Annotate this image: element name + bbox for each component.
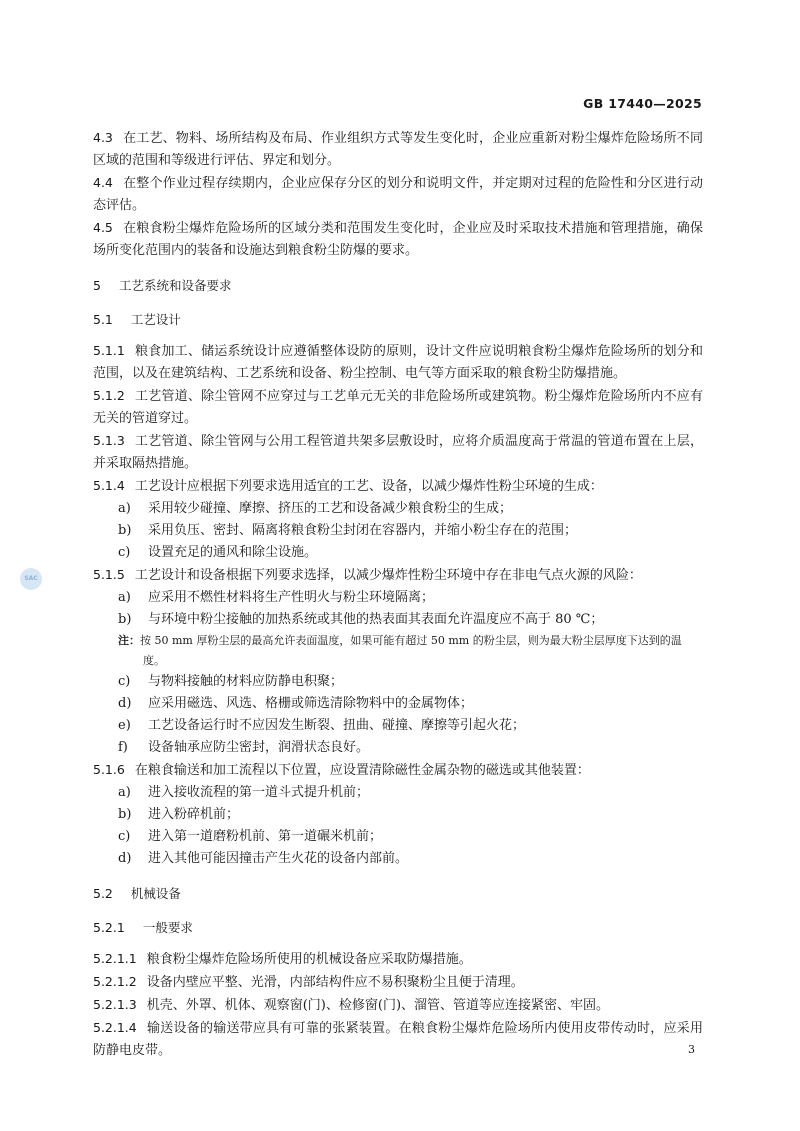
clause-number: 5.2.1.3 bbox=[93, 997, 137, 1012]
list-marker: a) bbox=[118, 785, 131, 800]
section-heading-5 bbox=[93, 276, 703, 296]
clause-5-2-1-1 bbox=[93, 948, 703, 971]
list-marker: d) bbox=[118, 851, 132, 866]
heading-number: 5.1 bbox=[93, 312, 113, 327]
section-heading-5-1 bbox=[93, 310, 703, 330]
list-item-text: 进入接收流程的第一道斗式提升机前； bbox=[148, 785, 370, 800]
section-heading-5-2-1 bbox=[93, 918, 703, 938]
clause-4-3 bbox=[93, 127, 703, 172]
clause-text: 输送设备的输送带应具有可靠的张紧装置。在粮食粉尘爆炸危险场所内使用皮带传动时，应采用防静电皮带。 bbox=[93, 1021, 703, 1058]
clause-text: 在粮食粉尘爆炸危险场所的区域分类和范围发生变化时，企业应及时采取技术措施和管理措施，确保场所变化范围内的装备和设施达到粮食粉尘防爆的要求。 bbox=[93, 221, 703, 258]
list-item bbox=[93, 542, 703, 564]
clause-number: 4.3 bbox=[93, 130, 113, 145]
clause-text: 工艺设计应根据下列要求选用适宜的工艺、设备，以减少爆炸性粉尘环境的生成： bbox=[134, 479, 603, 494]
list-item bbox=[93, 693, 703, 715]
list-item bbox=[93, 715, 703, 737]
clause-text: 在整个作业过程存续期内，企业应保存分区的划分和说明文件，并定期对过程的危险性和分区进行动态评估。 bbox=[93, 176, 703, 213]
list-marker: b) bbox=[118, 612, 132, 627]
standard-number: GB 17440—2025 bbox=[583, 96, 702, 111]
clause-text: 工艺管道、除尘管网与公用工程管道共架多层敷设时，应将介质温度高于常温的管道布置在上层，并采取隔热措施。 bbox=[93, 434, 703, 471]
clause-number: 5.1.4 bbox=[93, 478, 125, 493]
list-item bbox=[93, 848, 703, 870]
clause-number: 5.2.1.2 bbox=[93, 974, 137, 989]
list-item-text: 进入粉碎机前； bbox=[148, 807, 240, 822]
note bbox=[93, 631, 703, 671]
list-marker: b) bbox=[118, 523, 132, 538]
clause-5-1-5 bbox=[93, 564, 703, 587]
clause-text: 设备内壁应平整、光滑，内部结构件应不易积聚粉尘且便于清理。 bbox=[146, 975, 524, 990]
list-marker: c) bbox=[118, 674, 131, 689]
heading-number: 5.2 bbox=[93, 886, 113, 901]
clause-number: 5.2.1.4 bbox=[93, 1020, 137, 1035]
list-item bbox=[93, 804, 703, 826]
heading-title: 一般要求 bbox=[142, 920, 193, 935]
clause-5-1-4 bbox=[93, 475, 703, 498]
clause-number: 5.1.2 bbox=[93, 388, 125, 403]
clause-5-1-6 bbox=[93, 759, 703, 782]
clause-number: 5.1.6 bbox=[93, 762, 125, 777]
list-item bbox=[93, 737, 703, 759]
list-item bbox=[93, 671, 703, 693]
clause-5-1-1 bbox=[93, 340, 703, 385]
list-item-text: 采用较少碰撞、摩擦、挤压的工艺和设备减少粮食粉尘的生成； bbox=[148, 501, 513, 516]
clause-text: 机壳、外罩、机体、观察窗(门)、检修窗(门)、溜管、管道等应连接紧密、牢固。 bbox=[146, 998, 610, 1013]
list-marker: d) bbox=[118, 696, 132, 711]
list-item-text: 进入第一道磨粉机前、第一道碾米机前； bbox=[148, 829, 383, 844]
clause-number: 4.5 bbox=[93, 220, 113, 235]
list-marker: f) bbox=[118, 740, 128, 755]
clause-5-1-2 bbox=[93, 385, 703, 430]
clause-number: 5.1.1 bbox=[93, 343, 125, 358]
heading-title: 工艺系统和设备要求 bbox=[118, 278, 232, 293]
clause-text: 工艺管道、除尘管网不应穿过与工艺单元无关的非危险场所或建筑物。粉尘爆炸危险场所内不应有无关的管道穿过。 bbox=[93, 389, 703, 426]
list-item-text: 采用负压、密封、隔离将粮食粉尘封闭在容器内，并缩小粉尘存在的范围； bbox=[148, 523, 578, 538]
list-item bbox=[93, 609, 703, 631]
list-item-text: 应采用不燃性材料将生产性明火与粉尘环境隔离； bbox=[148, 590, 435, 605]
watermark-stamp: SAC bbox=[20, 568, 42, 590]
clause-5-2-1-2 bbox=[93, 971, 703, 994]
clause-5-2-1-4 bbox=[93, 1017, 703, 1062]
heading-number: 5 bbox=[93, 278, 101, 293]
clause-5-2-1-3 bbox=[93, 994, 703, 1017]
list-marker: e) bbox=[118, 718, 131, 733]
heading-title: 工艺设计 bbox=[130, 312, 181, 327]
list-item bbox=[93, 498, 703, 520]
list-item-text: 与物料接触的材料应防静电积聚； bbox=[148, 674, 344, 689]
clause-text: 在粮食输送和加工流程以下位置，应设置清除磁性金属杂物的磁选或其他装置： bbox=[134, 763, 590, 778]
section-heading-5-2 bbox=[93, 884, 703, 904]
list-marker: a) bbox=[118, 590, 131, 605]
list-item bbox=[93, 826, 703, 848]
list-marker: b) bbox=[118, 807, 132, 822]
clause-4-5 bbox=[93, 217, 703, 262]
list-item bbox=[93, 587, 703, 609]
list-item-text: 设置充足的通风和除尘设施。 bbox=[148, 545, 318, 560]
page-body bbox=[93, 127, 703, 1062]
clause-number: 5.1.3 bbox=[93, 433, 125, 448]
clause-text: 粮食粉尘爆炸危险场所使用的机械设备应采取防爆措施。 bbox=[146, 952, 472, 967]
list-item bbox=[93, 520, 703, 542]
clause-number: 4.4 bbox=[93, 175, 113, 190]
clause-number: 5.2.1.1 bbox=[93, 951, 137, 966]
heading-number: 5.2.1 bbox=[93, 920, 125, 935]
list-item-text: 应采用磁选、风选、格栅或筛选清除物料中的金属物体； bbox=[148, 696, 474, 711]
clause-text: 工艺设计和设备根据下列要求选择，以减少爆炸性粉尘环境中存在非电气点火源的风险： bbox=[134, 568, 642, 583]
list-marker: a) bbox=[118, 501, 131, 516]
note-label: 注： bbox=[118, 634, 140, 647]
list-marker: c) bbox=[118, 545, 131, 560]
list-item-text: 设备轴承应防尘密封，润滑状态良好。 bbox=[148, 740, 370, 755]
note-text: 按 50 mm 厚粉尘层的最高允许表面温度，如果可能有超过 50 mm 的粉尘层，则为最大粉尘层厚度下达到的温度。 bbox=[140, 634, 682, 667]
clause-number: 5.1.5 bbox=[93, 567, 125, 582]
list-item-text: 进入其他可能因撞击产生火花的设备内部前。 bbox=[148, 851, 409, 866]
page-number: 3 bbox=[688, 1043, 695, 1056]
clause-5-1-3 bbox=[93, 430, 703, 475]
list-item-text: 工艺设备运行时不应因发生断裂、扭曲、碰撞、摩擦等引起火花； bbox=[148, 718, 526, 733]
list-marker: c) bbox=[118, 829, 131, 844]
clause-4-4 bbox=[93, 172, 703, 217]
heading-title: 机械设备 bbox=[130, 886, 181, 901]
list-item bbox=[93, 782, 703, 804]
clause-text: 在工艺、物料、场所结构及布局、作业组织方式等发生变化时，企业应重新对粉尘爆炸危险场所不同区域的范围和等级进行评估、界定和划分。 bbox=[93, 131, 703, 168]
clause-text: 粮食加工、储运系统设计应遵循整体设防的原则，设计文件应说明粮食粉尘爆炸危险场所的划分和范围，以及在建筑结构、工艺系统和设备、粉尘控制、电气等方面采取的粮食粉尘防爆措施。 bbox=[93, 344, 703, 381]
list-item-text: 与环境中粉尘接触的加热系统或其他的热表面其表面允许温度应不高于 80 ℃； bbox=[148, 612, 604, 627]
